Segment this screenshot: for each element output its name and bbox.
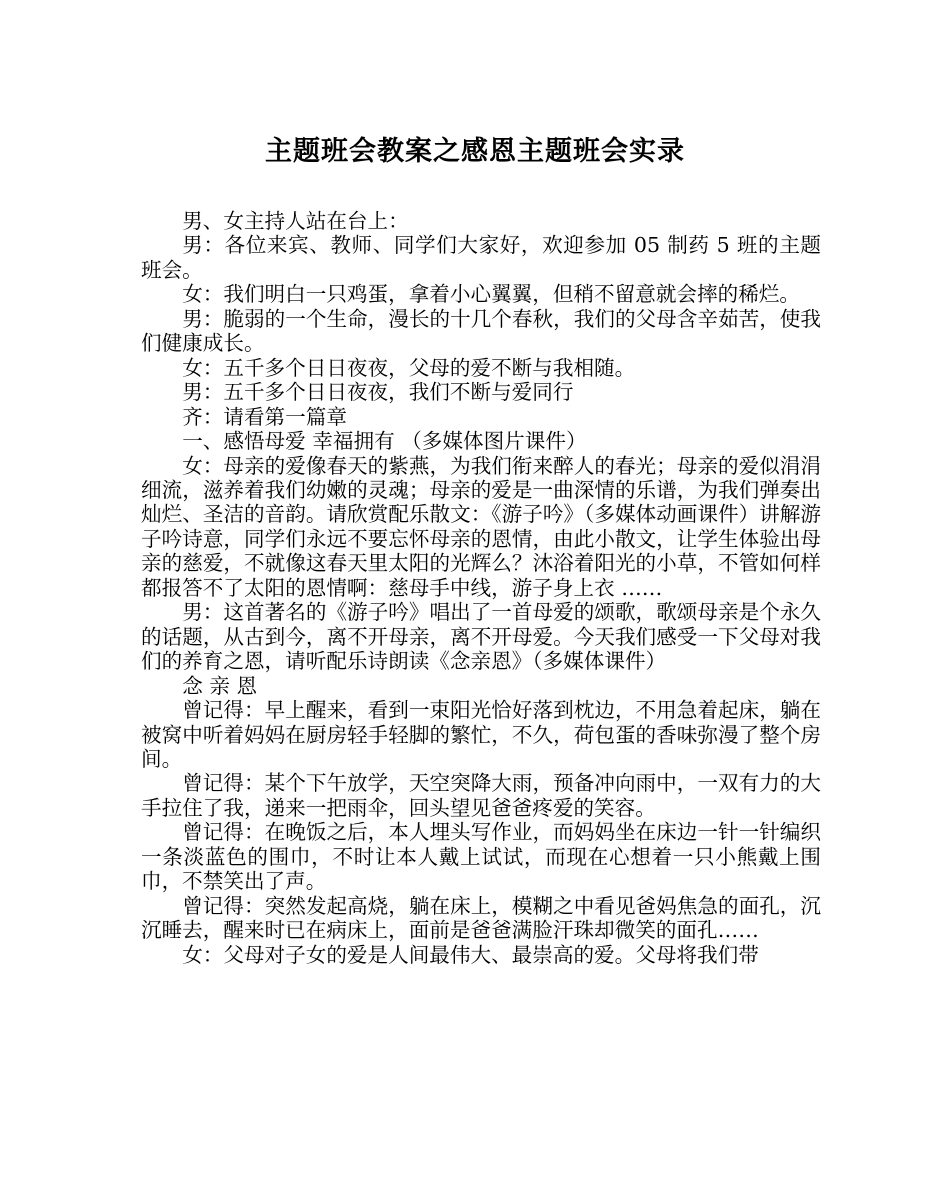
paragraph: 女：我们明白一只鸡蛋，拿着小心翼翼，但稍不留意就会摔的稀烂。 <box>182 282 800 307</box>
paragraph: 男：这首著名的《游子吟》唱出了一首母爱的颂歌，歌颂母亲是个永久的话题，从古到今，离不开母亲，离不开母爱。今天我们感受一下父母对我们的养育之恩，请听配乐诗朗读《念亲恩》（多媒体课件） <box>141 600 821 674</box>
paragraph: 女：母亲的爱像春天的紫燕，为我们衔来醉人的春光；母亲的爱似涓涓细流，滋养着我们幼嫩的灵魂；母亲的爱是一曲深情的乐谱，为我们弹奏出灿烂、圣洁的音韵。请欣赏配乐散文：《游子吟》（多媒体动画课件）讲解游子吟诗意，同学们永远不要忘怀母亲的恩情，由此小散文，让学生体验出母亲的慈爱，不就像这春天里太阳的光辉么？沐浴着阳光的小草，不管如何样都报答不了太阳的恩情啊：慈母手中线，游子身上衣 …… <box>141 453 821 600</box>
paragraph: 男、女主持人站在台上： <box>182 209 409 233</box>
paragraph: 曾记得：在晚饭之后，本人埋头写作业，而妈妈坐在床边一针一针编织一条淡蓝色的围巾，不时让本人戴上试试，而现在心想着一只小熊戴上围巾，不禁笑出了声。 <box>141 820 821 894</box>
paragraph: 女：五千多个日日夜夜，父母的爱不断与我相随。 <box>182 355 636 380</box>
paragraph: 男：脆弱的一个生命，漫长的十几个春秋，我们的父母含辛茹苦，使我们健康成长。 <box>141 306 821 356</box>
paragraph: 齐：请看第一篇章 <box>182 404 347 429</box>
paragraph: 男：各位来宾、教师、同学们大家好，欢迎参加 05 制药 5 班的主题班会。 <box>141 233 821 282</box>
document-body <box>141 209 821 967</box>
section-heading: 一、感悟母爱 幸福拥有 （多媒体图片课件） <box>182 429 587 454</box>
paragraph: 女：父母对子女的爱是人间最伟大、最崇高的爱。父母将我们带 <box>182 942 759 967</box>
paragraph: 曾记得：突然发起高烧，躺在床上，模糊之中看见爸妈焦急的面孔，沉沉睡去，醒来时已在病床上，面前是爸爸满脸汗珠却微笑的面孔…… <box>141 893 821 943</box>
poem-title: 念 亲 恩 <box>182 673 258 698</box>
paragraph: 曾记得：早上醒来，看到一束阳光恰好落到枕边，不用急着起床，躺在被窝中听着妈妈在厨房轻手轻脚的繁忙，不久，荷包蛋的香味弥漫了整个房间。 <box>141 698 821 771</box>
paragraph: 曾记得：某个下午放学，天空突降大雨，预备冲向雨中，一双有力的大手拉住了我，递来一把雨伞，回头望见爸爸疼爱的笑容。 <box>141 771 821 820</box>
document-title: 主题班会教案之感恩主题班会实录 <box>265 136 685 167</box>
paragraph: 男：五千多个日日夜夜，我们不断与爱同行 <box>182 380 574 405</box>
